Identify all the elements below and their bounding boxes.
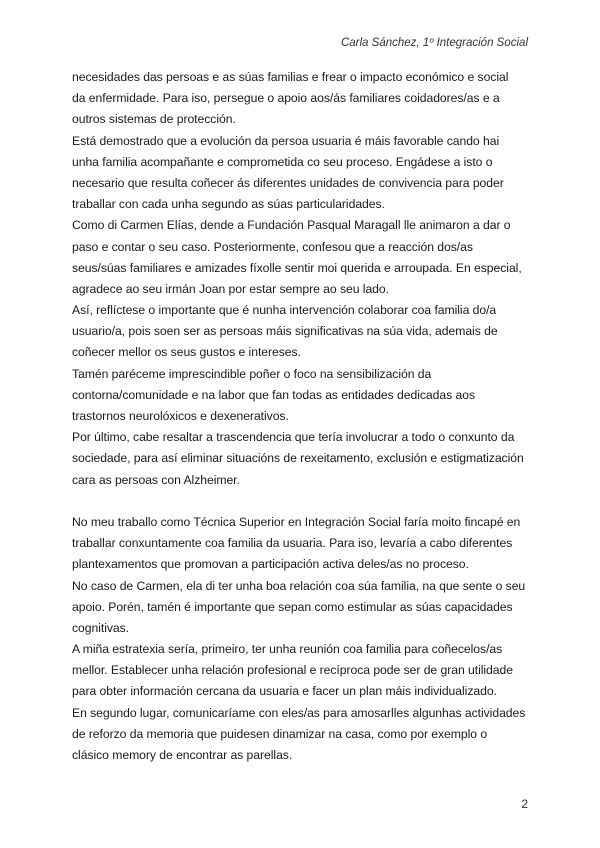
text-line: necesidades das persoas e as súas familias e frear o impacto económico e social: [72, 70, 509, 84]
page-number: 2: [521, 797, 528, 811]
text-line: En segundo lugar, comunicaríame con eles/as para amosarlles algunhas actividades: [72, 705, 526, 720]
text-line: de reforzo da memoria que puidesen dinamizar na casa, como por exemplo o: [72, 726, 488, 741]
text-line: No caso de Carmen, ela di ter unha boa relación coa súa familia, na que sente o seu: [72, 578, 526, 593]
paragraph-gap: [72, 491, 532, 512]
text-line: para obter información cercana da usuaria e facer un plan máis individualizado.: [72, 684, 497, 699]
text-line: traballar con cada unha segundo as súas particularidades.: [72, 197, 385, 212]
text-line: necesario que resulta coñecer ás diferentes unidades de convivencia para poder: [72, 175, 504, 190]
text-line: traballar conxuntamente coa familia da usuaria. Para iso, levaría a cabo diferentes: [72, 536, 513, 551]
text-line: coñecer mellor os seus gustos e intereses.: [72, 345, 301, 360]
text-line: Así, reflíctese o importante que é nunha intervención colaborar coa familia do/a: [72, 303, 497, 318]
text-line: mellor. Establecer unha relación profesional e recíproca pode ser de gran utilidade: [72, 663, 513, 678]
text-line: sociedade, para así eliminar situacións de rexeitamento, exclusión e estigmatización: [72, 451, 524, 466]
text-line: unha familia acompañante e comprometida co seu proceso. Engádese a isto o: [72, 154, 493, 169]
text-line: usuario/a, pois soen ser as persoas máis significativas na súa vida, ademais de: [72, 324, 498, 339]
text-line: da enfermidade. Para iso, persegue o apoio aos/ás familiares coidadores/as e a: [72, 91, 500, 106]
text-line: Por último, cabe resaltar a trascendencia que tería involucrar a todo o conxunto da: [72, 430, 515, 445]
text-line: A miña estratexia sería, primeiro, ter unha reunión coa familia para coñecelos/as: [72, 642, 503, 657]
text-line: seus/súas familiares e amizades fíxolle sentir moi querida e arroupada. En especial,: [72, 260, 522, 275]
text-line: outros sistemas de protección.: [72, 112, 236, 127]
body-text: [72, 67, 532, 766]
text-line: No meu traballo como Técnica Superior en Integración Social faría moito fincapé en: [72, 514, 521, 529]
text-line: agradece ao seu irmán Joan por estar sempre ao seu lado.: [72, 281, 389, 296]
text-line: Tamén paréceme imprescindible poñer o foco na sensibilización da: [72, 366, 432, 381]
text-line: contorna/comunidade e na labor que fan todas as entidades dedicadas aos: [72, 387, 475, 402]
text-line: plantexamentos que promovan a participación activa deles/as no proceso.: [72, 557, 469, 572]
text-line: apoio. Porén, tamén é importante que sepan como estimular as súas capacidades: [72, 599, 513, 614]
text-line: trastornos neurolóxicos e dexenerativos.: [72, 409, 289, 423]
text-line: cognitivas.: [72, 620, 130, 635]
text-line: paso e contar o seu caso. Posteriormente, confesou que a reacción dos/as: [72, 239, 473, 254]
text-line: cara as persoas con Alzheimer.: [72, 472, 240, 487]
text-line: Está demostrado que a evolución da persoa usuaria é máis favorable cando hai: [72, 133, 500, 148]
text-line: clásico memory de encontrar as parellas.: [72, 748, 293, 762]
text-line: Como di Carmen Elías, dende a Fundación Pasqual Maragall lle animaron a dar o: [72, 218, 511, 233]
page-header: Carla Sánchez, 1º Integración Social: [340, 37, 528, 49]
